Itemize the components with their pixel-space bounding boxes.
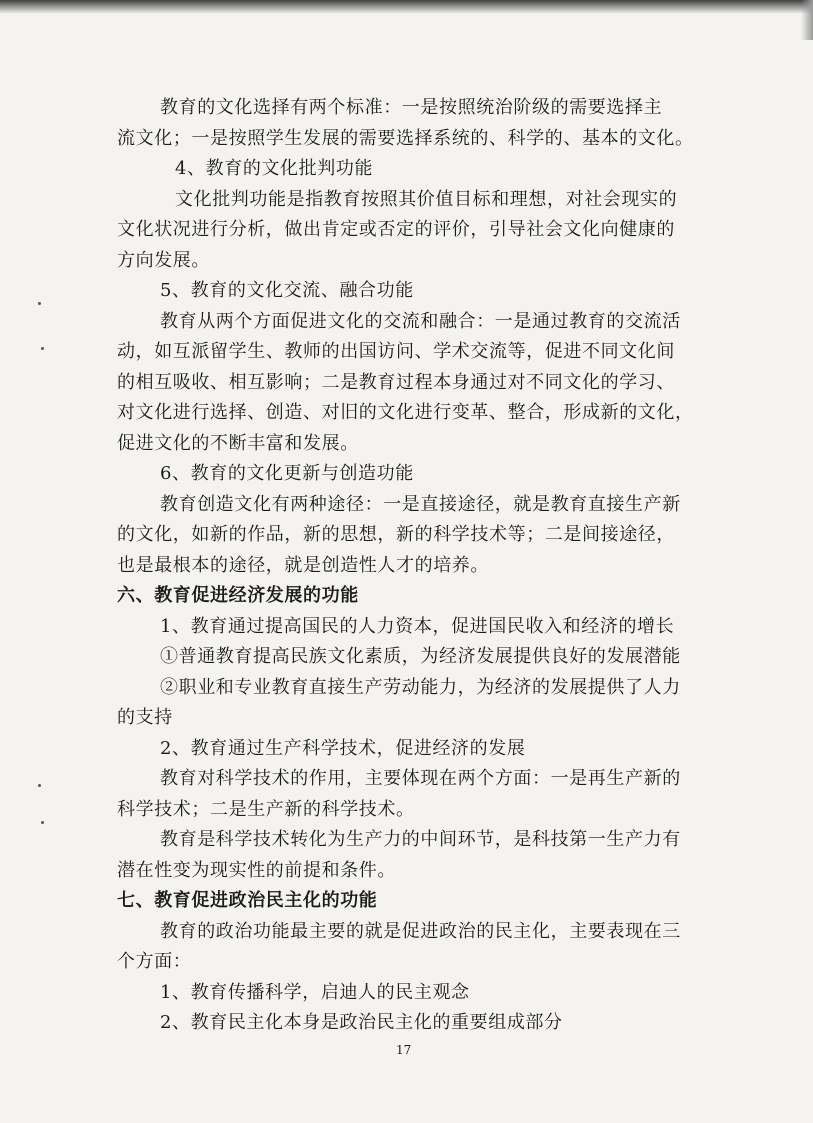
text-line: 1、教育传播科学，启迪人的民主观念 bbox=[160, 981, 470, 1003]
text-line: 5、教育的文化交流、融合功能 bbox=[160, 280, 414, 301]
text-line: 的支持 bbox=[117, 707, 173, 728]
text-line: 的相互吸收、相互影响；二是教育过程本身通过对不同文化的学习、 bbox=[117, 371, 675, 393]
text-line: 6、教育的文化更新与创造功能 bbox=[160, 463, 414, 484]
text-line: 文化状况进行分析，做出肯定或否定的评价，引导社会文化向健康的 bbox=[117, 219, 675, 240]
scan-speck bbox=[38, 784, 41, 787]
text-line: 也是最根本的途径，就是创造性人才的培养。 bbox=[117, 554, 489, 576]
text-line: 2、教育民主化本身是政治民主化的重要组成部分 bbox=[160, 1012, 563, 1033]
text-line: 教育从两个方面促进文化的交流和融合：一是通过教育的交流活 bbox=[160, 310, 681, 332]
page-number: 17 bbox=[396, 1043, 412, 1057]
text-line: 1、教育通过提高国民的人力资本，促进国民收入和经济的增长 bbox=[160, 615, 675, 637]
text-line: 的文化，如新的作品，新的思想，新的科学技术等；二是间接途径， bbox=[117, 524, 675, 545]
text-line: 潜在性变为现实性的前提和条件。 bbox=[117, 859, 396, 881]
text-line: 科学技术；二是生产新的科学技术。 bbox=[117, 798, 415, 820]
text-line: ①普通教育提高民族文化素质，为经济发展提供良好的发展潜能 bbox=[160, 646, 681, 667]
section-heading: 六、教育促进经济发展的功能 bbox=[117, 585, 359, 606]
text-line: 对文化进行选择、创造、对旧的文化进行变革、整合，形成新的文化， bbox=[117, 402, 694, 423]
text-line: 教育的政治功能最主要的就是促进政治的民主化，主要表现在三 bbox=[160, 920, 681, 942]
text-line: 流文化；一是按照学生发展的需要选择系统的、科学的、基本的文化。 bbox=[117, 127, 694, 149]
text-line: 文化批判功能是指教育按照其价值目标和理想，对社会现实的 bbox=[175, 188, 678, 210]
scan-right-edge bbox=[801, 0, 813, 40]
text-line: ②职业和专业教育直接生产劳动能力，为经济的发展提供了人力 bbox=[160, 676, 681, 698]
text-line: 个方面： bbox=[117, 951, 192, 972]
text-line: 教育是科学技术转化为生产力的中间环节，是科技第一生产力有 bbox=[160, 829, 681, 850]
scan-top-edge bbox=[0, 0, 813, 14]
text-line: 4、教育的文化批判功能 bbox=[175, 158, 374, 179]
scan-speck bbox=[38, 302, 41, 305]
scan-speck bbox=[41, 821, 44, 824]
text-line: 2、教育通过生产科学技术，促进经济的发展 bbox=[160, 737, 526, 759]
text-line: 促进文化的不断丰富和发展。 bbox=[117, 432, 359, 454]
text-line: 教育的文化选择有两个标准：一是按照统治阶级的需要选择主 bbox=[160, 97, 663, 118]
text-line: 动，如互派留学生、教师的出国访问、学术交流等，促进不同文化间 bbox=[117, 341, 675, 362]
text-line: 方向发展。 bbox=[117, 249, 210, 271]
section-heading: 七、教育促进政治民主化的功能 bbox=[117, 890, 378, 911]
scan-speck bbox=[41, 347, 44, 350]
text-line: 教育对科学技术的作用，主要体现在两个方面：一是再生产新的 bbox=[160, 768, 681, 789]
text-line: 教育创造文化有两种途径：一是直接途径，就是教育直接生产新 bbox=[160, 493, 681, 515]
